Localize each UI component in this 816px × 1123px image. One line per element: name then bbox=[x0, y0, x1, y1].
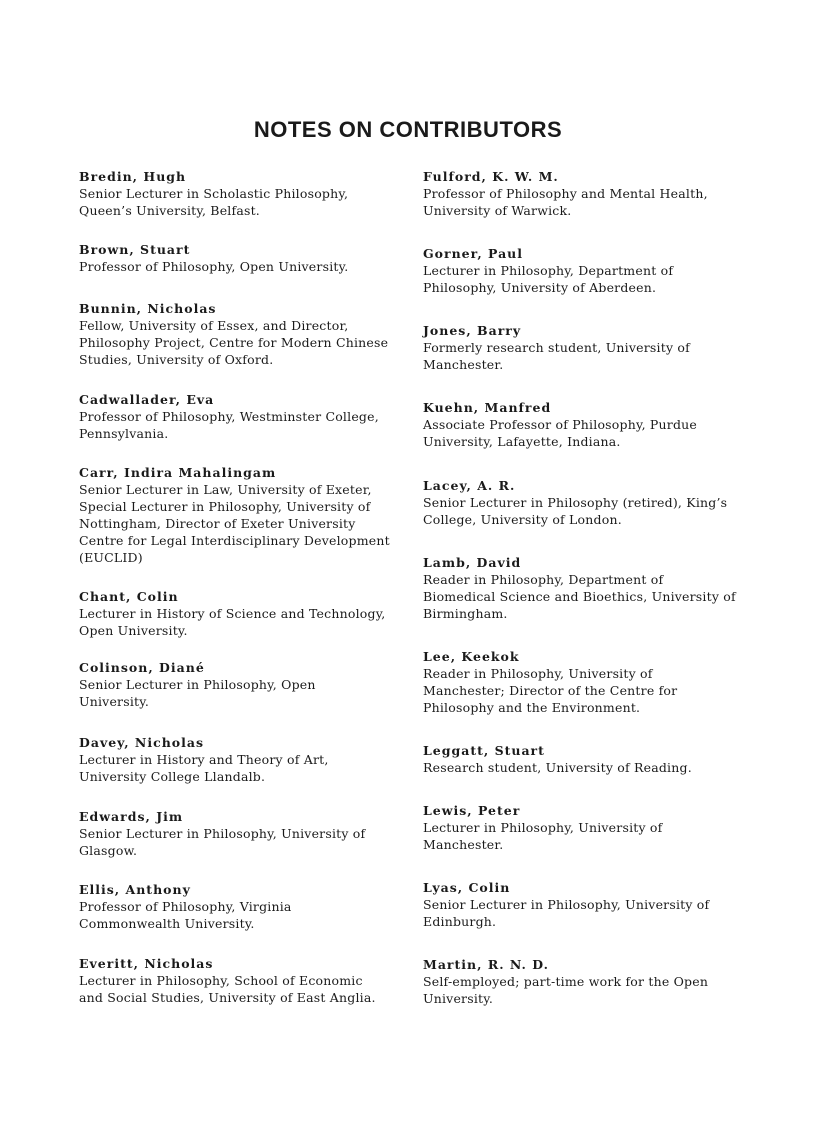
contributor-name: Jones, Barry bbox=[423, 323, 522, 338]
contributor-entry bbox=[423, 399, 753, 450]
contributor-name: Fulford, K. W. M. bbox=[423, 169, 559, 184]
contributor-entry bbox=[423, 245, 753, 296]
contributor-description: Lecturer in History of Science and Technology, Open University. bbox=[79, 606, 386, 638]
contributor-description: Senior Lecturer in Scholastic Philosophy, Queen’s University, Belfast. bbox=[79, 186, 349, 218]
contributor-entry bbox=[79, 734, 399, 785]
contributor-description: Research student, University of Reading. bbox=[423, 760, 692, 775]
contributor-description: Lecturer in Philosophy, School of Economic and Social Studies, University of East Anglia. bbox=[79, 973, 376, 1005]
contributor-description: Senior Lecturer in Philosophy (retired), King’s College, University of London. bbox=[423, 495, 728, 527]
contributor-entry bbox=[79, 955, 399, 1006]
contributor-name: Kuehn, Manfred bbox=[423, 400, 552, 415]
contributor-name: Lyas, Colin bbox=[423, 880, 511, 895]
contributor-description: Senior Lecturer in Law, University of Exeter, Special Lecturer in Philosophy, University of Nottingham, Director of Exeter University Centre for Legal Interdisciplinary Development (EUCLID) bbox=[79, 482, 390, 565]
contributor-entry bbox=[423, 554, 753, 622]
contributor-description: Lecturer in History and Theory of Art, University College Llandalb. bbox=[79, 752, 329, 784]
contributor-entry bbox=[79, 391, 399, 442]
contributor-description: Fellow, University of Essex, and Director, Philosophy Project, Centre for Modern Chinese Studies, University of Oxford. bbox=[79, 318, 389, 367]
contributor-name: Davey, Nicholas bbox=[79, 735, 205, 750]
contributor-entry bbox=[423, 322, 753, 373]
contributor-entry bbox=[79, 659, 399, 710]
contributor-description: Senior Lecturer in Philosophy, University of Glasgow. bbox=[79, 826, 366, 858]
contributor-name: Colinson, Diané bbox=[79, 660, 205, 675]
contributor-description: Lecturer in Philosophy, Department of Philosophy, University of Aberdeen. bbox=[423, 263, 674, 295]
contributor-entry bbox=[79, 300, 399, 368]
contributor-name: Lacey, A. R. bbox=[423, 478, 516, 493]
contributor-name: Carr, Indira Mahalingam bbox=[79, 465, 277, 480]
contributor-entry bbox=[79, 464, 399, 566]
contributor-name: Everitt, Nicholas bbox=[79, 956, 214, 971]
contributor-entry bbox=[79, 168, 399, 219]
contributor-entry bbox=[79, 881, 399, 932]
contributor-name: Bunnin, Nicholas bbox=[79, 301, 217, 316]
contributor-description: Reader in Philosophy, University of Manchester; Director of the Centre for Philosophy and the Environment. bbox=[423, 666, 678, 715]
contributor-description: Professor of Philosophy, Virginia Commonwealth University. bbox=[79, 899, 292, 931]
contributor-entry bbox=[423, 477, 753, 528]
contributor-name: Lewis, Peter bbox=[423, 803, 521, 818]
contributor-entry bbox=[423, 879, 753, 930]
contributor-entry bbox=[79, 241, 399, 275]
contributor-entry bbox=[423, 802, 753, 853]
contributor-description: Reader in Philosophy, Department of Biomedical Science and Bioethics, University of Birmingham. bbox=[423, 572, 736, 621]
contributor-name: Bredin, Hugh bbox=[79, 169, 187, 184]
contributor-name: Lee, Keekok bbox=[423, 649, 520, 664]
contributor-name: Martin, R. N. D. bbox=[423, 957, 550, 972]
contributor-name: Cadwallader, Eva bbox=[79, 392, 215, 407]
contributor-name: Chant, Colin bbox=[79, 589, 179, 604]
contributor-name: Edwards, Jim bbox=[79, 809, 184, 824]
contributor-description: Formerly research student, University of Manchester. bbox=[423, 340, 690, 372]
contributor-entry bbox=[79, 588, 399, 639]
contributor-name: Leggatt, Stuart bbox=[423, 743, 545, 758]
page-title: NOTES ON CONTRIBUTORS bbox=[253, 117, 563, 142]
contributor-name: Gorner, Paul bbox=[423, 246, 524, 261]
contributor-entry bbox=[423, 168, 753, 219]
contributor-entry bbox=[423, 742, 753, 776]
contributor-description: Professor of Philosophy, Westminster College, Pennsylvania. bbox=[79, 409, 379, 441]
contributor-description: Lecturer in Philosophy, University of Manchester. bbox=[423, 820, 663, 852]
contributor-entry bbox=[423, 956, 753, 1007]
contributor-description: Professor of Philosophy, Open University. bbox=[79, 259, 349, 274]
contributor-name: Lamb, David bbox=[423, 555, 522, 570]
contributor-description: Senior Lecturer in Philosophy, Open University. bbox=[79, 677, 316, 709]
contributor-description: Senior Lecturer in Philosophy, University of Edinburgh. bbox=[423, 897, 710, 929]
contributor-description: Associate Professor of Philosophy, Purdue University, Lafayette, Indiana. bbox=[423, 417, 698, 449]
contributor-entry bbox=[423, 648, 753, 716]
contributor-description: Professor of Philosophy and Mental Health, University of Warwick. bbox=[423, 186, 708, 218]
contributor-name: Brown, Stuart bbox=[79, 242, 191, 257]
contributor-name: Ellis, Anthony bbox=[79, 882, 191, 897]
contributor-description: Self-employed; part-time work for the Open University. bbox=[423, 974, 709, 1006]
contributor-entry bbox=[79, 808, 399, 859]
